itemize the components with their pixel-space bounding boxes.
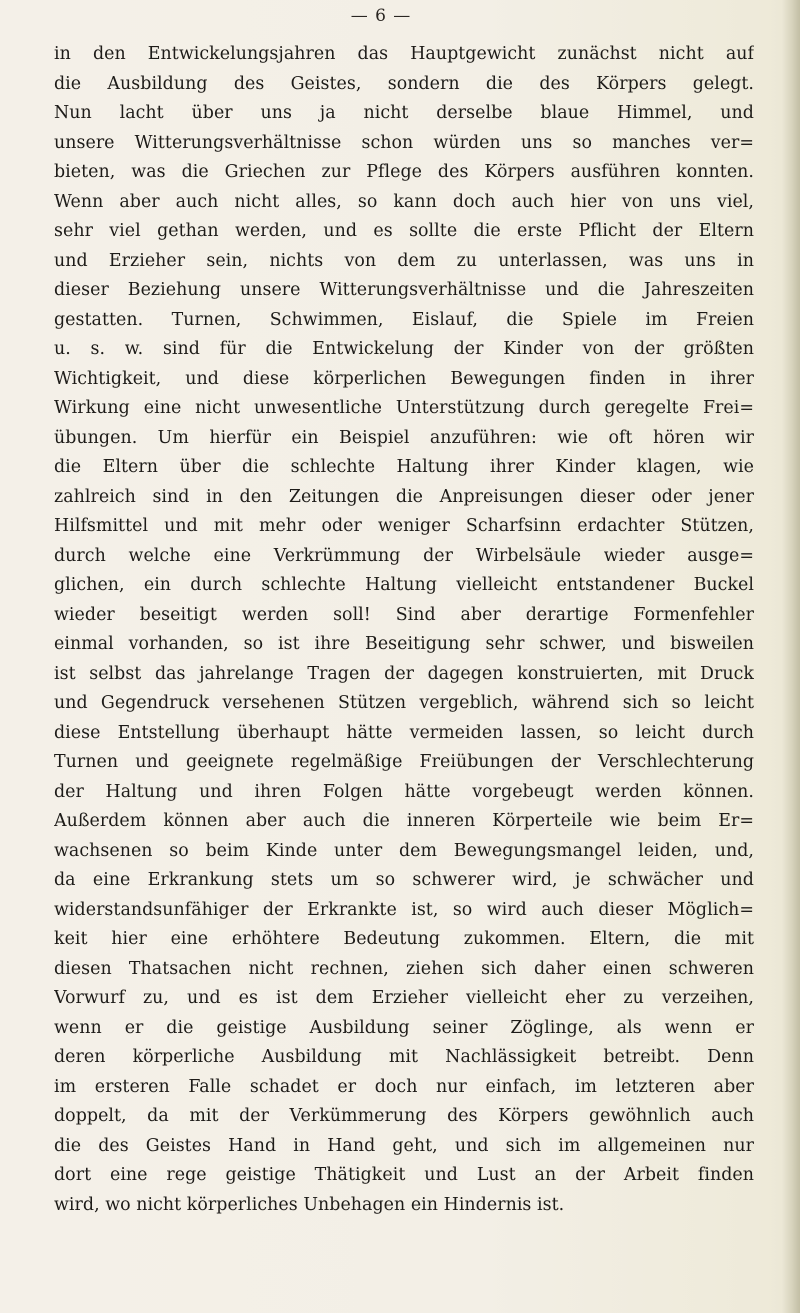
- text-line: die Eltern über die schlechte Haltung ihrer Kinder klagen, wie: [54, 457, 754, 477]
- text-line: Hilfsmittel und mit mehr oder weniger Scharfsinn erdachter Stützen,: [54, 516, 754, 536]
- text-line: dieser Beziehung unsere Witterungsverhältnisse und die Jahreszeiten: [54, 280, 754, 300]
- text-line: Nun lacht über uns ja nicht derselbe blaue Himmel, und: [54, 103, 754, 123]
- text-line: glichen, ein durch schlechte Haltung vielleicht entstandener Buckel: [54, 575, 754, 595]
- text-line: wenn er die geistige Ausbildung seiner Zöglinge, als wenn er: [54, 1017, 754, 1038]
- text-line: im ersteren Falle schadet er doch nur einfach, im letzteren aber: [54, 1076, 754, 1097]
- text-line: doppelt, da mit der Verkümmerung des Körpers gewöhnlich auch: [54, 1106, 754, 1126]
- text-line: bieten, was die Griechen zur Pflege des Körpers ausführen konnten.: [54, 162, 754, 182]
- text-line: ist selbst das jahrelange Tragen der dagegen konstruierten, mit Druck: [54, 663, 754, 684]
- text-line: u. s. w. sind für die Entwickelung der Kinder von der größten: [54, 339, 754, 359]
- text-line: und Erzieher sein, nichts von dem zu unterlassen, was uns in: [54, 250, 754, 271]
- text-line: durch welche eine Verkrümmung der Wirbelsäule wieder ausge=: [54, 545, 754, 566]
- page-number: — 6 —: [350, 6, 412, 26]
- page-edge-shadow: [782, 0, 800, 1313]
- text-line: keit hier eine erhöhtere Bedeutung zukommen. Eltern, die mit: [54, 929, 754, 949]
- body-text: [54, 40, 754, 1220]
- text-line: Wirkung eine nicht unwesentliche Unterstützung durch geregelte Frei=: [54, 398, 754, 418]
- text-line: einmal vorhanden, so ist ihre Beseitigung sehr schwer, und bisweilen: [54, 634, 754, 654]
- text-line: die des Geistes Hand in Hand geht, und sich im allgemeinen nur: [54, 1135, 754, 1156]
- text-line: gestatten. Turnen, Schwimmen, Eislauf, die Spiele im Freien: [54, 309, 754, 330]
- text-line: dort eine rege geistige Thätigkeit und Lust an der Arbeit finden: [54, 1165, 754, 1185]
- text-line: zahlreich sind in den Zeitungen die Anpreisungen dieser oder jener: [54, 486, 754, 507]
- text-line: wird, wo nicht körperliches Unbehagen ein Hindernis ist.: [54, 1194, 565, 1215]
- text-line: die Ausbildung des Geistes, sondern die des Körpers gelegt.: [54, 73, 754, 94]
- text-line: der Haltung und ihren Folgen hätte vorgebeugt werden können.: [54, 781, 754, 802]
- text-line: sehr viel gethan werden, und es sollte die erste Pflicht der Eltern: [54, 221, 754, 241]
- text-line: widerstandsunfähiger der Erkrankte ist, so wird auch dieser Möglich=: [54, 899, 754, 920]
- text-line: Vorwurf zu, und es ist dem Erzieher vielleicht eher zu verzeihen,: [54, 988, 754, 1008]
- text-line: Wenn aber auch nicht alles, so kann doch auch hier von uns viel,: [54, 191, 754, 212]
- text-line: deren körperliche Ausbildung mit Nachlässigkeit betreibt. Denn: [54, 1047, 754, 1067]
- text-line: übungen. Um hierfür ein Beispiel anzuführen: wie oft hören wir: [54, 427, 754, 448]
- text-line: in den Entwickelungsjahren das Hauptgewicht zunächst nicht auf: [54, 44, 754, 64]
- text-line: Turnen und geeignete regelmäßige Freiübungen der Verschlechterung: [54, 752, 754, 772]
- text-line: da eine Erkrankung stets um so schwerer wird, je schwächer und: [54, 870, 754, 890]
- text-line: unsere Witterungsverhältnisse schon würden uns so manches ver=: [54, 132, 754, 153]
- text-line: diesen Thatsachen nicht rechnen, ziehen sich daher einen schweren: [54, 958, 754, 979]
- text-line: diese Entstellung überhaupt hätte vermeiden lassen, so leicht durch: [54, 722, 754, 743]
- text-line: wieder beseitigt werden soll! Sind aber derartige Formenfehler: [54, 604, 754, 625]
- text-line: Wichtigkeit, und diese körperlichen Bewegungen finden in ihrer: [54, 368, 754, 389]
- text-line: wachsenen so beim Kinde unter dem Bewegungsmangel leiden, und,: [54, 840, 754, 861]
- text-line: und Gegendruck versehenen Stützen vergeblich, während sich so leicht: [54, 693, 754, 713]
- text-line: Außerdem können aber auch die inneren Körperteile wie beim Er=: [54, 811, 754, 831]
